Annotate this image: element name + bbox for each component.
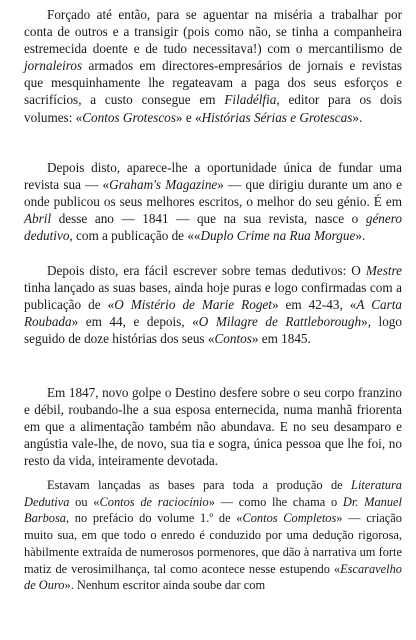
text-segment: armados em directores-empresários de jornais e revistas que mesquinhamente lhe regateavam a paga dos seus esforços e sacrifícios, a custo consegue em bbox=[24, 58, 406, 108]
italic-text-segment: Dr. Manuel Barbosa bbox=[24, 494, 406, 526]
paragraph-2 bbox=[24, 159, 406, 244]
italic-text-segment: A Carta Roubada bbox=[24, 297, 406, 330]
italic-text-segment: Contos Completos bbox=[242, 511, 337, 526]
italic-text-segment: Duplo Crime na Rua Morgue bbox=[200, 228, 356, 244]
text-segment: , com a publicação de «« bbox=[69, 228, 201, 244]
text-segment: , editor para os dois volumes: « bbox=[24, 92, 406, 125]
text-segment: » e « bbox=[175, 109, 202, 125]
text-segment: tinha lançado as suas bases, ainda hoje puras e logo confirmadas com a publicação de « bbox=[24, 263, 406, 313]
text-segment: Depois disto, era fácil escrever sobre temas dedutivos: O bbox=[47, 263, 366, 278]
text-segment: Depois disto, aparece-lhe a oportunidade única de fundar uma revista sua — « bbox=[24, 160, 406, 193]
text-segment: Forçado até então, para se aguentar na miséria a trabalhar por conta de outros e a transigir (pois como não, se tinha a companheira estremecida doente e de tudo necessitava!) com o mercantilismo de bbox=[24, 7, 406, 57]
text-segment: desse ano — 1841 — que na sua revista, nasce o bbox=[51, 211, 366, 227]
text-segment: », logo seguido de doze histórias dos seus « bbox=[24, 314, 406, 347]
italic-text-segment: Escaravelho de Ouro bbox=[24, 561, 406, 593]
text-segment: » em 42-43, « bbox=[271, 297, 357, 313]
italic-text-segment: Abril bbox=[24, 211, 52, 227]
paragraph-4 bbox=[24, 384, 406, 469]
text-segment: » em 44, e depois, « bbox=[71, 314, 199, 330]
italic-text-segment: jornaleiros bbox=[24, 58, 83, 74]
italic-text-segment: Mestre bbox=[365, 263, 402, 278]
italic-text-segment: Filadélfia bbox=[224, 92, 277, 108]
italic-text-segment: O Mistério de Marie Roget bbox=[114, 297, 272, 313]
paragraph-1 bbox=[24, 6, 406, 126]
italic-text-segment: Graham's Magazine bbox=[109, 177, 218, 193]
text-segment: Em 1847, novo golpe o Destino desfere sobre o seu corpo franzino e débil, roubando-lhe a sua esposa enternecida, numa manhã friorenta em que a alimentação também não abundava. E no seu desamparo e angústia vale-lhe, de novo, sua tia e sogra, única pessoa que lhe foi, no resto da vida, inteiramente devotada. bbox=[24, 385, 406, 469]
text-segment: ». Nenhum escritor ainda soube dar com bbox=[64, 578, 266, 593]
text-segment: » em 1845. bbox=[251, 331, 311, 347]
italic-text-segment: O Milagre de Rattleborough bbox=[198, 314, 362, 330]
paragraph-5 bbox=[24, 477, 406, 594]
italic-text-segment: Contos de raciocínio bbox=[99, 494, 209, 509]
italic-text-segment: género dedutivo bbox=[24, 211, 406, 244]
text-segment: ». bbox=[355, 228, 366, 244]
paragraph-3 bbox=[24, 262, 406, 347]
italic-text-segment: Histórias Sérias e Grotescas bbox=[201, 109, 353, 125]
text-segment: , no prefácio do volume 1.º de « bbox=[66, 511, 243, 526]
italic-text-segment: Contos bbox=[214, 331, 252, 347]
text-segment: » — criação muito sua, em que todo o enredo é conduzido por uma dedução rigorosa, hàbilmente extraída de numerosos pormenores, que dão à narrativa um forte matiz de verosimilhança, tal como acontece nesse estupendo « bbox=[24, 511, 406, 576]
italic-text-segment: Contos Grotescos bbox=[82, 109, 176, 125]
text-segment: » — que dirigiu durante um ano e onde publicou os seus melhores escritos, o melhor do seu génio. É em bbox=[24, 177, 406, 210]
italic-text-segment: Literatura Dedutiva bbox=[24, 478, 406, 509]
text-segment: Estavam lançadas as bases para toda a produção de bbox=[47, 478, 352, 492]
text-segment: ou « bbox=[69, 494, 100, 509]
text-segment: ». bbox=[352, 109, 363, 125]
text-segment: » — como lhe chama o bbox=[208, 494, 343, 509]
